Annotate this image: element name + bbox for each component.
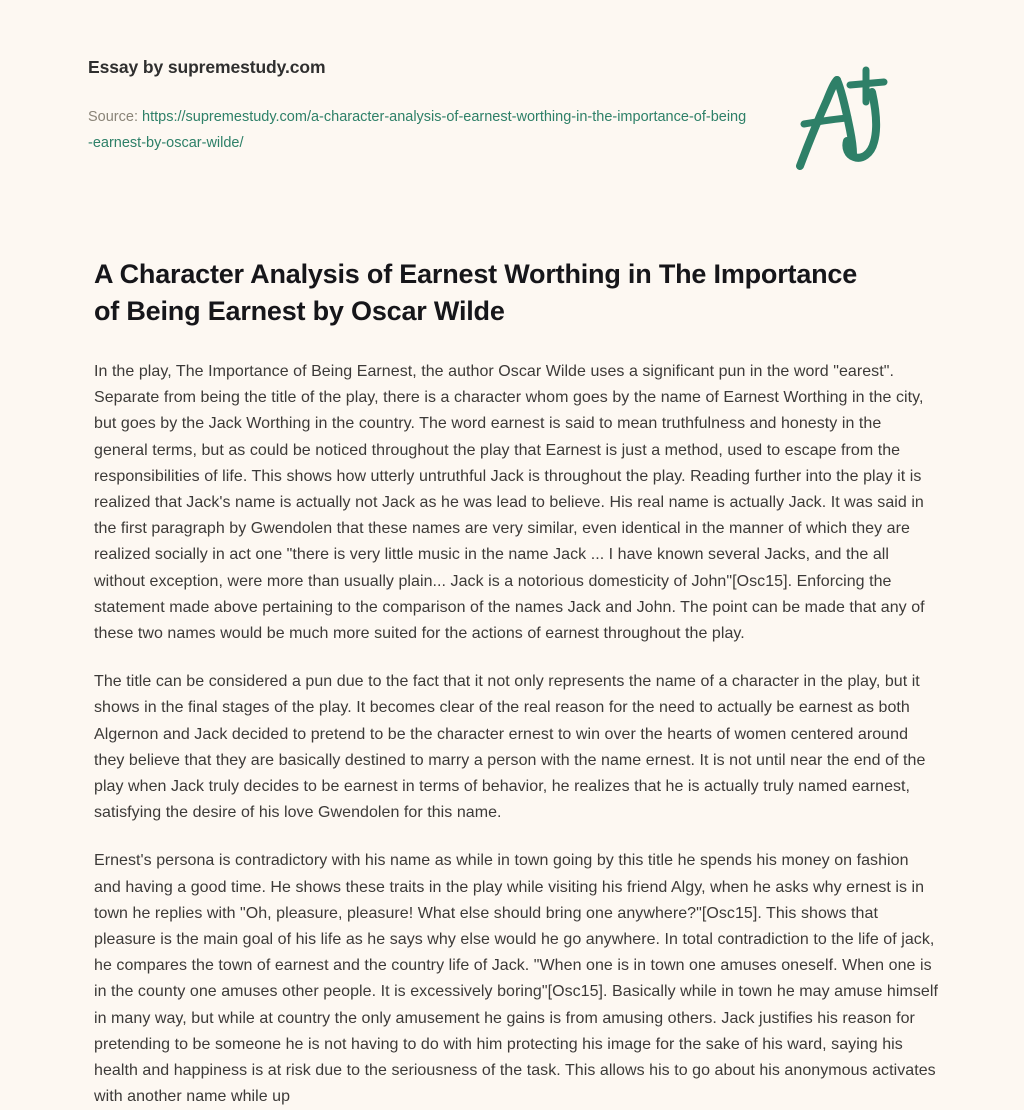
page-header [0,0,1024,232]
header-text-block [88,56,748,156]
page-title: A Character Analysis of Earnest Worthing in The Importance of Being Earnest by Oscar Wilde [94,259,858,326]
article-paragraph: In the play, The Importance of Being Earnest, the author Oscar Wilde uses a significant pun in the word "earest". Separate from being the title of the play, there is a character whom goes by the name of Earnest Worthing in the city, but goes by the Jack Worthing in the country. The word earnest is said to mean truthfulness and honesty in the general terms, but as could be noticed throughout the play that Earnest is just a method, used to escape from the responsibilities of life. This shows how utterly untruthful Jack is throughout the play. Reading further into the play it is realized that Jack's name is actually not Jack as he was lead to believe. His real name is actually Jack. It was said in the first paragraph by Gwendolen that these names are very similar, even identical in the manner of which they are realized socially in act one "there is very little music in the name Jack ... I have known several Jacks, and the all without exception, were more than usually plain... Jack is a notorious domesticity of John"[Osc15]. Enforcing the statement made above pertaining to the comparison of the names Jack and John. The point can be made that any of these two names would be much more suited for the actions of earnest throughout the play. [94,363,925,643]
source-line [88,104,748,156]
article [0,232,1024,1110]
article-paragraph: Ernest's persona is contradictory with his name as while in town going by this title he spends his money on fashion and having a good time. He shows these traits in the play while visiting his friend Algy, when he asks why ernest is in town he replies with "Oh, pleasure, pleasure! What else should bring one anywhere?"[Osc15]. This shows that pleasure is the main goal of his life as he says why else would he go anywhere. In total contradiction to the life of jack, he compares the town of earnest and the country life of Jack. "When one is in town one amuses oneself. When one is in the county one amuses other people. It is excessively boring"[Osc15]. Basically while in town he may amuse himself in many way, but while at country the only amusement he gains is from amusing others. Jack justifies his reason for pretending to be someone he is not having to do with him protecting his image for the sake of his ward, saying his health and happiness is at risk due to the seriousness of the task. This allows his to go about his anonymous activates with another name while up [94,852,938,1106]
source-url-link[interactable]: https://supremestudy.com/a-character-analysis-of-earnest-worthing-in-the-importance-of-being-earnest-by-oscar-wilde/ [88,109,747,151]
article-body [94,359,938,1110]
header-inner [88,56,938,182]
a-plus-logo [786,62,906,182]
a-plus-logo-icon [786,62,906,182]
article-paragraph: The title can be considered a pun due to the fact that it not only represents the name of a character in the play, but it shows in the final stages of the play. It becomes clear of the real reason for the need to actually be earnest as both Algernon and Jack decided to pretend to be the character ernest to win over the hearts of women centered around they believe that they are basically destined to marry a person with the name ernest. It is not until near the end of the play when Jack truly decides to be earnest in terms of behavior, he realizes that he is actually truly named earnest, satisfying the desire of his love Gwendolen for this name. [94,673,926,822]
essay-byline: Essay by supremestudy.com [88,57,326,77]
source-label: Source: [88,109,138,125]
